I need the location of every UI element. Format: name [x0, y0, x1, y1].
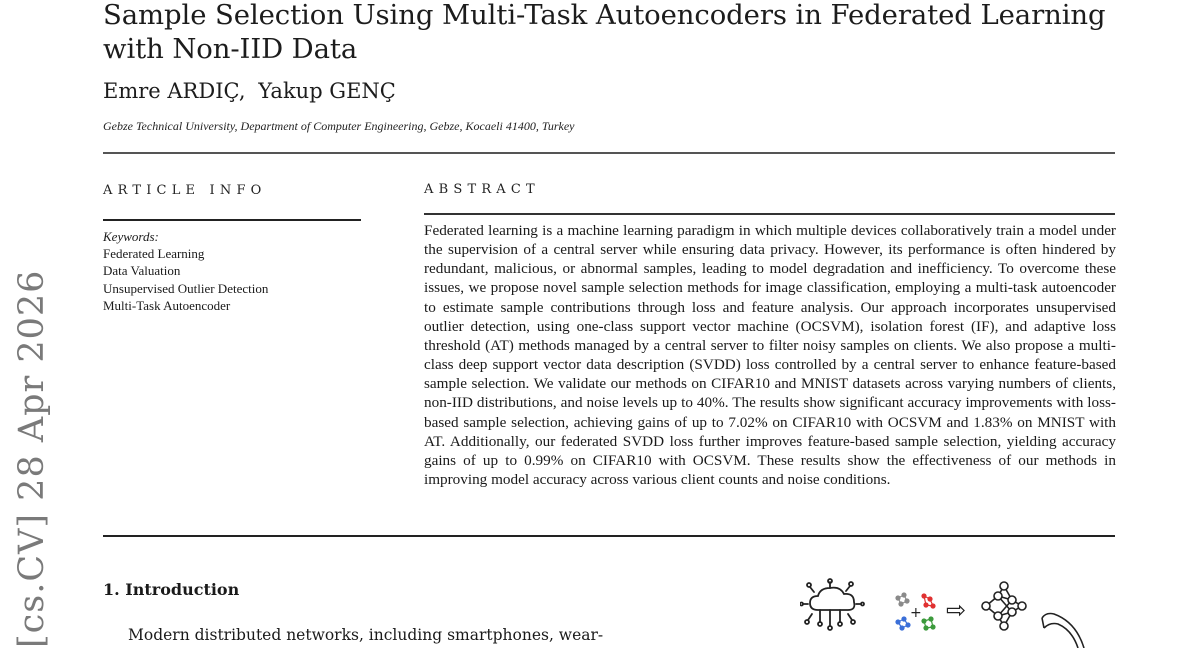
abstract-text: Federated learning is a machine learning paradigm in which multiple devices collaboratively train a model under the supervision of a central server while ensuring data privacy. However, its performance is often hindered by redundant, malicious, or abnormal samples, leading to model degradation and inefficiency. To overcome these issues, we propose novel sample selection methods for image classification, employing a multi-task autoencoder to estimate sample contributions through loss and feature analysis. Our approach incorporates unsupervised outlier detection, using one-class support vector machine (OCSVM), isolation forest (IF), and adaptive loss threshold (AT) methods managed by a central server to filter noisy samples on clients. We also propose a multi-class deep support vector data description (SVDD) loss controlled by a central server to enhance feature-based sample selection. We validate our methods on CIFAR10 and MNIST datasets across varying numbers of clients, non-IID distributions, and noise levels up to 40%. The results show significant accuracy improvements with loss-based sample selection, achieving gains of up to 7.02% on CIFAR10 with OCSVM and 1.83% on MNIST with AT. Additionally, our federated SVDD loss further improves feature-based sample selection, yielding accuracy gains of up to 0.99% on CIFAR10 with OCSVM. These results show the effectiveness of our methods in improving model accuracy across various client counts and noise conditions. [424, 222, 1116, 489]
author-name: Yakup GENÇ [258, 79, 396, 103]
keywords-block [103, 228, 363, 314]
keyword-item: Data Valuation [103, 263, 181, 279]
cloud-network-icon [800, 579, 864, 630]
arrow-right-icon: ⇨ [946, 596, 967, 624]
model-clusters-icon [896, 593, 935, 630]
author-affiliation: Gebze Technical University, Department of Computer Engineering, Gebze, Kocaeli 41400, Turkey [103, 119, 575, 133]
abstract-heading: ABSTRACT [424, 182, 540, 197]
keyword-item: Federated Learning [103, 246, 205, 262]
header-divider [103, 152, 1115, 154]
abstract-bottom-divider [103, 535, 1115, 537]
abstract-rule [424, 213, 1115, 215]
curved-arrow-icon [1042, 614, 1084, 648]
overview-figure [800, 578, 1100, 648]
arxiv-stamp: [cs.CV] 28 Apr 2026 [12, 269, 52, 648]
keyword-item: Multi-Task Autoencoder [103, 297, 231, 313]
keyword-item: Unsupervised Outlier Detection [103, 280, 269, 296]
introduction-heading: 1. Introduction [103, 580, 240, 599]
author-list [103, 79, 396, 103]
neural-network-icon [982, 582, 1026, 630]
introduction-text: Modern distributed networks, including smartphones, wear- [128, 626, 604, 644]
article-info-heading: ARTICLE INFO [103, 183, 267, 198]
article-info-rule [103, 219, 361, 221]
paper-title: Sample Selection Using Multi-Task Autoencoders in Federated Learning with Non-IID Data [103, 0, 1106, 65]
plus-symbol: + [910, 605, 922, 621]
keywords-label: Keywords: [103, 229, 159, 244]
author-name: Emre ARDIÇ, [103, 79, 246, 103]
